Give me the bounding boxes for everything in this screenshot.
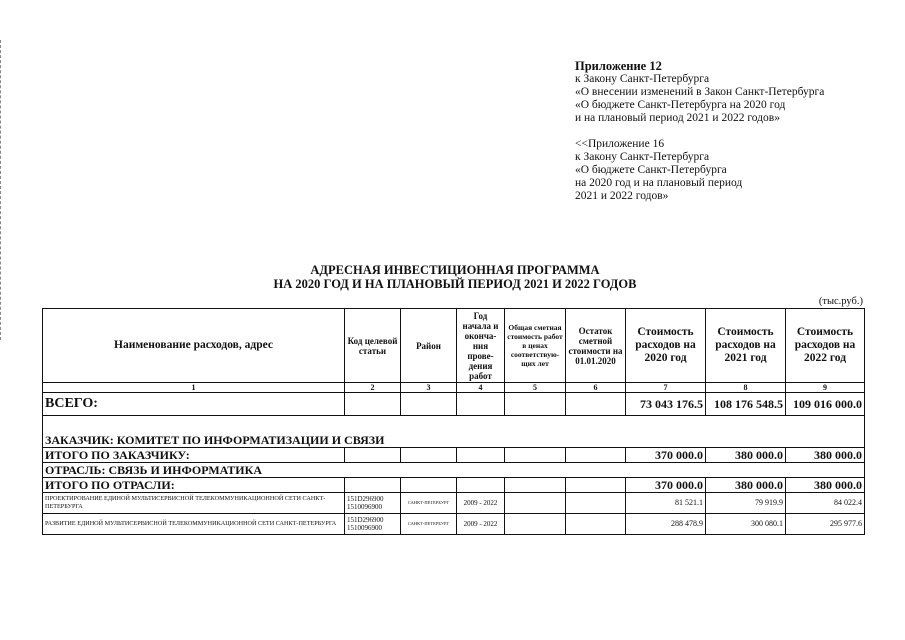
header-name: Наименование расходов, адрес bbox=[43, 309, 345, 383]
row-name: РАЗВИТИЕ ЕДИНОЙ МУЛЬТИСЕРВИСНОЙ ТЕЛЕКОММУНИКАЦИОННОЙ СЕТИ САНКТ-ПЕТЕРБУРГА bbox=[43, 514, 345, 535]
customer-total-2020: 370 000.0 bbox=[626, 448, 706, 463]
customer-label: ЗАКАЗЧИК: КОМИТЕТ ПО ИНФОРМАТИЗАЦИИ И СВЯЗИ bbox=[43, 433, 865, 448]
branch-total-2020: 370 000.0 bbox=[626, 478, 706, 493]
row-code-1: 151D296900 bbox=[347, 516, 384, 524]
table-row bbox=[43, 493, 865, 514]
row-years: 2009 - 2022 bbox=[457, 493, 505, 514]
units-label: (тыс.руб.) bbox=[818, 296, 863, 307]
branch-total-label: ИТОГО ПО ОТРАСЛИ: bbox=[43, 478, 345, 493]
header-row bbox=[43, 309, 865, 383]
row-code-2: 1510096900 bbox=[347, 503, 382, 511]
investment-program-table bbox=[42, 308, 865, 535]
header-2020: Стоимость расходов на 2020 год bbox=[626, 309, 706, 383]
column-number: 9 bbox=[786, 383, 865, 393]
document-title-line2: НА 2020 ГОД И НА ПЛАНОВЫЙ ПЕРИОД 2021 И 2022 ГОДОВ bbox=[273, 277, 637, 291]
header-remaining-cost: Остаток сметной стоимости на 01.01.2020 bbox=[566, 309, 626, 383]
table-row bbox=[43, 514, 865, 535]
header-years: Год начала и оконча-ния прове-дения работ bbox=[457, 309, 505, 383]
row-code-1: 151D296900 bbox=[347, 495, 384, 503]
scan-edge-mark bbox=[0, 40, 4, 340]
grand-total-2020: 73 043 176.5 bbox=[626, 393, 706, 416]
column-number: 1 bbox=[43, 383, 345, 393]
appendix-16-line: к Закону Санкт-Петербурга bbox=[575, 151, 710, 163]
row-2022: 295 977.6 bbox=[786, 514, 865, 535]
appendix-16-line: на 2020 год и на плановый период bbox=[575, 177, 743, 189]
appendix-12-line: «О внесении изменений в Закон Санкт-Петербурга bbox=[575, 86, 825, 98]
grand-total-2021: 108 176 548.5 bbox=[706, 393, 786, 416]
row-code bbox=[345, 514, 401, 535]
row-years: 2009 - 2022 bbox=[457, 514, 505, 535]
appendix-12-line: «О бюджете Санкт-Петербурга на 2020 год bbox=[575, 99, 786, 111]
row-name: ПРОЕКТИРОВАНИЕ ЕДИНОЙ МУЛЬТИСЕРВИСНОЙ ТЕЛЕКОММУНИКАЦИОННОЙ СЕТИ САНКТ-ПЕТЕРБУРГА bbox=[43, 493, 345, 514]
row-district: САНКТ-ПЕТЕРБУРГ bbox=[401, 493, 457, 514]
row-code-2: 1510096900 bbox=[347, 524, 382, 532]
row-2020: 288 478.9 bbox=[626, 514, 706, 535]
appendix-16-line: «О бюджете Санкт-Петербурга bbox=[575, 164, 727, 176]
header-2022: Стоимость расходов на 2022 год bbox=[786, 309, 865, 383]
branch-row bbox=[43, 463, 865, 478]
header-code: Код целевой статьи bbox=[345, 309, 401, 383]
grand-total-2022: 109 016 000.0 bbox=[786, 393, 865, 416]
appendix-note bbox=[575, 60, 824, 203]
spacer-row bbox=[43, 416, 865, 434]
header-2021: Стоимость расходов на 2021 год bbox=[706, 309, 786, 383]
document-title-line1: АДРЕСНАЯ ИНВЕСТИЦИОННАЯ ПРОГРАММА bbox=[310, 263, 600, 277]
customer-total-2021: 380 000.0 bbox=[706, 448, 786, 463]
header-district: Район bbox=[401, 309, 457, 383]
grand-total-label: ВСЕГО: bbox=[43, 393, 345, 416]
branch-total-2021: 380 000.0 bbox=[706, 478, 786, 493]
appendix-16-line: 2021 и 2022 годов» bbox=[575, 190, 669, 202]
column-number: 3 bbox=[401, 383, 457, 393]
row-2021: 79 919.9 bbox=[706, 493, 786, 514]
appendix-12-line: к Закону Санкт-Петербурга bbox=[575, 73, 710, 85]
column-number: 5 bbox=[505, 383, 566, 393]
appendix-16-line: <<Приложение 16 bbox=[575, 138, 665, 150]
appendix-16-block bbox=[575, 138, 824, 203]
branch-total-row bbox=[43, 478, 865, 493]
row-2021: 300 080.1 bbox=[706, 514, 786, 535]
document-title bbox=[230, 263, 680, 291]
appendix-12-line: и на плановый период 2021 и 2022 годов» bbox=[575, 112, 780, 124]
column-number: 7 bbox=[626, 383, 706, 393]
branch-label: ОТРАСЛЬ: СВЯЗЬ И ИНФОРМАТИКА bbox=[43, 463, 865, 478]
row-district: САНКТ-ПЕТЕРБУРГ bbox=[401, 514, 457, 535]
column-number: 6 bbox=[566, 383, 626, 393]
header-total-cost: Общая сметная стоимость работ в ценах соответствую-щих лет bbox=[505, 309, 566, 383]
appendix-12-title: Приложение 12 bbox=[575, 59, 662, 73]
column-number: 2 bbox=[345, 383, 401, 393]
column-number-row bbox=[43, 383, 865, 393]
column-number: 8 bbox=[706, 383, 786, 393]
customer-total-2022: 380 000.0 bbox=[786, 448, 865, 463]
row-code bbox=[345, 493, 401, 514]
row-2022: 84 022.4 bbox=[786, 493, 865, 514]
customer-total-label: ИТОГО ПО ЗАКАЗЧИКУ: bbox=[43, 448, 345, 463]
column-number: 4 bbox=[457, 383, 505, 393]
branch-total-2022: 380 000.0 bbox=[786, 478, 865, 493]
customer-total-row bbox=[43, 448, 865, 463]
row-2020: 81 521.1 bbox=[626, 493, 706, 514]
grand-total-row bbox=[43, 393, 865, 416]
customer-row bbox=[43, 433, 865, 448]
